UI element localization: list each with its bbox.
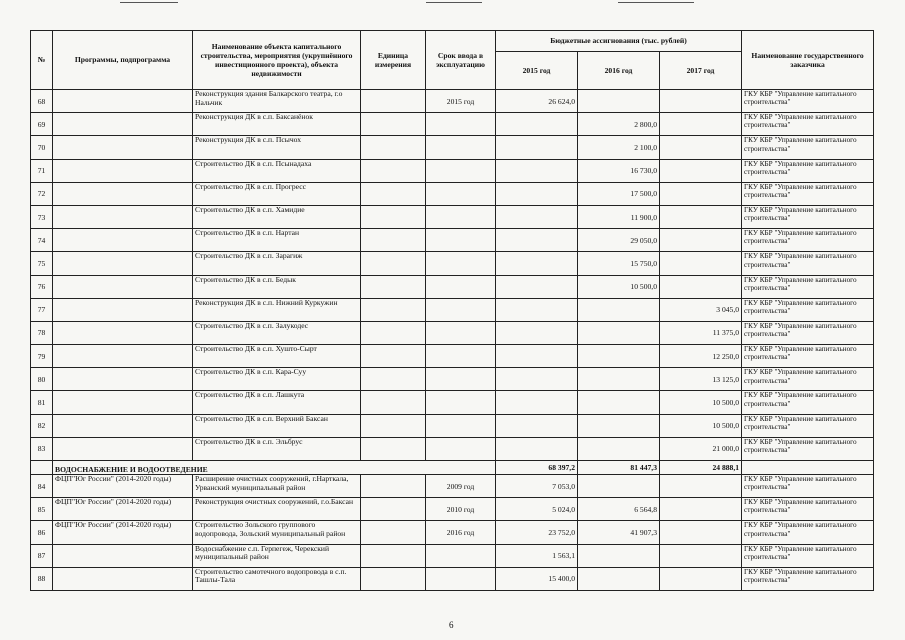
- unit-cell: [361, 182, 426, 205]
- value-2015: [496, 205, 578, 228]
- table-row: [31, 205, 874, 228]
- program-cell: [53, 321, 193, 344]
- row-number: 68: [31, 90, 53, 113]
- program-cell: [53, 544, 193, 567]
- section-row: [31, 461, 874, 475]
- customer-cell: ГКУ КБР "Управление капитального строительства": [742, 475, 874, 498]
- program-cell: ФЦП"Юг России" (2014-2020 годы): [53, 498, 193, 521]
- table-row: [31, 159, 874, 182]
- value-2015: [496, 437, 578, 460]
- value-2017: [660, 521, 742, 544]
- program-cell: [53, 90, 193, 113]
- customer-cell: ГКУ КБР "Управление капитального строительства": [742, 391, 874, 414]
- customer-cell: ГКУ КБР "Управление капитального строительства": [742, 90, 874, 113]
- value-2017: 13 125,0: [660, 368, 742, 391]
- term-cell: 2010 год: [426, 498, 496, 521]
- section-num: [31, 461, 53, 475]
- header-term: Срок ввода в эксплуатацию: [426, 31, 496, 90]
- customer-cell: ГКУ КБР "Управление капитального строительства": [742, 414, 874, 437]
- row-number: 83: [31, 437, 53, 460]
- section-title: ВОДОСНАБЖЕНИЕ И ВОДООТВЕДЕНИЕ: [53, 461, 496, 475]
- value-2017: [660, 567, 742, 590]
- value-2017: [660, 113, 742, 136]
- row-number: 76: [31, 275, 53, 298]
- value-2015: 1 563,1: [496, 544, 578, 567]
- customer-cell: ГКУ КБР "Управление капитального строительства": [742, 437, 874, 460]
- row-number: 79: [31, 345, 53, 368]
- customer-cell: ГКУ КБР "Управление капитального строительства": [742, 368, 874, 391]
- row-number: 86: [31, 521, 53, 544]
- object-cell: Строительство ДК в с.п. Бедык: [193, 275, 361, 298]
- customer-cell: ГКУ КБР "Управление капитального строительства": [742, 113, 874, 136]
- program-cell: [53, 298, 193, 321]
- object-cell: Реконструкция здания Балкарского театра, г.о Нальчик: [193, 90, 361, 113]
- customer-cell: ГКУ КБР "Управление капитального строительства": [742, 182, 874, 205]
- unit-cell: [361, 345, 426, 368]
- value-2017: [660, 475, 742, 498]
- object-cell: Строительство ДК в с.п. Нартан: [193, 229, 361, 252]
- term-cell: [426, 182, 496, 205]
- term-cell: [426, 544, 496, 567]
- value-2015: [496, 414, 578, 437]
- row-number: 84: [31, 475, 53, 498]
- row-number: 82: [31, 414, 53, 437]
- table-row: [31, 229, 874, 252]
- value-2015: 7 053,0: [496, 475, 578, 498]
- object-cell: Строительство ДК в с.п. Псынадаха: [193, 159, 361, 182]
- value-2015: [496, 275, 578, 298]
- value-2017: [660, 136, 742, 159]
- program-cell: [53, 159, 193, 182]
- object-cell: Строительство ДК в с.п. Прогресс: [193, 182, 361, 205]
- term-cell: [426, 252, 496, 275]
- page-number: 6: [449, 620, 454, 630]
- unit-cell: [361, 391, 426, 414]
- object-cell: Строительство ДК в с.п. Лашкута: [193, 391, 361, 414]
- table-row: [31, 521, 874, 544]
- object-cell: Строительство Зольского группового водопровода, Зольский муниципальный район: [193, 521, 361, 544]
- program-cell: [53, 567, 193, 590]
- value-2016: 15 750,0: [578, 252, 660, 275]
- term-cell: [426, 321, 496, 344]
- table-row: [31, 182, 874, 205]
- unit-cell: [361, 567, 426, 590]
- row-number: 74: [31, 229, 53, 252]
- value-2015: [496, 391, 578, 414]
- table-row: [31, 136, 874, 159]
- value-2015: [496, 298, 578, 321]
- customer-cell: ГКУ КБР "Управление капитального строительства": [742, 521, 874, 544]
- object-cell: Реконструкция ДК в с.п. Бaксанёнок: [193, 113, 361, 136]
- table-row: [31, 275, 874, 298]
- row-number: 71: [31, 159, 53, 182]
- section-customer: [742, 461, 874, 475]
- value-2015: [496, 321, 578, 344]
- header-2015: 2015 год: [496, 52, 578, 90]
- value-2017: 10 500,0: [660, 414, 742, 437]
- unit-cell: [361, 544, 426, 567]
- term-cell: [426, 298, 496, 321]
- row-number: 72: [31, 182, 53, 205]
- value-2015: 5 024,0: [496, 498, 578, 521]
- table-row: [31, 544, 874, 567]
- table-row: [31, 475, 874, 498]
- program-cell: [53, 437, 193, 460]
- value-2016: 2 800,0: [578, 113, 660, 136]
- term-cell: [426, 391, 496, 414]
- value-2016: [578, 414, 660, 437]
- unit-cell: [361, 113, 426, 136]
- term-cell: [426, 345, 496, 368]
- program-cell: ФЦП"Юг России" (2014-2020 годы): [53, 475, 193, 498]
- unit-cell: [361, 275, 426, 298]
- customer-cell: ГКУ КБР "Управление капитального строительства": [742, 544, 874, 567]
- term-cell: [426, 275, 496, 298]
- term-cell: [426, 229, 496, 252]
- unit-cell: [361, 136, 426, 159]
- value-2016: 16 730,0: [578, 159, 660, 182]
- program-cell: [53, 275, 193, 298]
- value-2017: [660, 90, 742, 113]
- object-cell: Строительство ДК в с.п. Эльбрус: [193, 437, 361, 460]
- unit-cell: [361, 498, 426, 521]
- unit-cell: [361, 521, 426, 544]
- row-number: 85: [31, 498, 53, 521]
- unit-cell: [361, 252, 426, 275]
- header-program: Программы, подпрограмма: [53, 31, 193, 90]
- unit-cell: [361, 475, 426, 498]
- term-cell: [426, 368, 496, 391]
- value-2015: [496, 345, 578, 368]
- value-2016: [578, 475, 660, 498]
- unit-cell: [361, 414, 426, 437]
- object-cell: Реконструкция очистных сооружений, г.о.Баксан: [193, 498, 361, 521]
- customer-cell: ГКУ КБР "Управление капитального строительства": [742, 205, 874, 228]
- term-cell: [426, 136, 496, 159]
- table-row: [31, 498, 874, 521]
- row-number: 87: [31, 544, 53, 567]
- table-row: [31, 368, 874, 391]
- object-cell: Строительство ДК в с.п. Верхний Баксан: [193, 414, 361, 437]
- object-cell: Расширение очистных сооружений, г.Нарткала, Урванский муниципальный район: [193, 475, 361, 498]
- term-cell: [426, 113, 496, 136]
- row-number: 80: [31, 368, 53, 391]
- term-cell: [426, 567, 496, 590]
- term-cell: 2016 год: [426, 521, 496, 544]
- value-2015: 26 624,0: [496, 90, 578, 113]
- unit-cell: [361, 159, 426, 182]
- header-2017: 2017 год: [660, 52, 742, 90]
- object-cell: Строительство ДК в с.п. Залукодес: [193, 321, 361, 344]
- value-2015: [496, 113, 578, 136]
- value-2017: 10 500,0: [660, 391, 742, 414]
- value-2015: [496, 368, 578, 391]
- value-2016: 17 500,0: [578, 182, 660, 205]
- section-total-2015: 68 397,2: [496, 461, 578, 475]
- row-number: 75: [31, 252, 53, 275]
- value-2015: 23 752,0: [496, 521, 578, 544]
- value-2017: [660, 252, 742, 275]
- value-2017: [660, 498, 742, 521]
- program-cell: [53, 229, 193, 252]
- value-2017: 21 000,0: [660, 437, 742, 460]
- value-2015: [496, 182, 578, 205]
- customer-cell: ГКУ КБР "Управление капитального строительства": [742, 229, 874, 252]
- value-2017: [660, 229, 742, 252]
- header-num: №: [31, 31, 53, 90]
- term-cell: [426, 414, 496, 437]
- table-row: [31, 321, 874, 344]
- object-cell: Реконструкция ДК в с.п. Нижний Куркужин: [193, 298, 361, 321]
- value-2016: 11 900,0: [578, 205, 660, 228]
- row-number: 70: [31, 136, 53, 159]
- object-cell: Водоснабжение с.п. Герпегеж, Черекский муниципальный район: [193, 544, 361, 567]
- term-cell: [426, 205, 496, 228]
- value-2016: 10 500,0: [578, 275, 660, 298]
- section-total-2017: 24 888,1: [660, 461, 742, 475]
- header-customer: Наименование государственного заказчика: [742, 31, 874, 90]
- value-2015: [496, 252, 578, 275]
- value-2016: [578, 368, 660, 391]
- value-2016: [578, 391, 660, 414]
- term-cell: 2009 год: [426, 475, 496, 498]
- value-2016: 41 907,3: [578, 521, 660, 544]
- header-2016: 2016 год: [578, 52, 660, 90]
- customer-cell: ГКУ КБР "Управление капитального строительства": [742, 298, 874, 321]
- program-cell: [53, 345, 193, 368]
- value-2016: [578, 437, 660, 460]
- value-2016: [578, 567, 660, 590]
- term-cell: [426, 159, 496, 182]
- unit-cell: [361, 298, 426, 321]
- object-cell: Реконструкция ДК в с.п. Псычох: [193, 136, 361, 159]
- unit-cell: [361, 368, 426, 391]
- value-2017: [660, 275, 742, 298]
- section-total-2016: 81 447,3: [578, 461, 660, 475]
- program-cell: [53, 136, 193, 159]
- row-number: 88: [31, 567, 53, 590]
- row-number: 77: [31, 298, 53, 321]
- customer-cell: ГКУ КБР "Управление капитального строительства": [742, 345, 874, 368]
- customer-cell: ГКУ КБР "Управление капитального строительства": [742, 136, 874, 159]
- program-cell: [53, 368, 193, 391]
- value-2017: 11 375,0: [660, 321, 742, 344]
- table-row: [31, 298, 874, 321]
- table-row: [31, 113, 874, 136]
- value-2015: [496, 136, 578, 159]
- program-cell: [53, 182, 193, 205]
- unit-cell: [361, 229, 426, 252]
- value-2016: [578, 544, 660, 567]
- value-2015: [496, 159, 578, 182]
- value-2017: [660, 544, 742, 567]
- header-object: Наименование объекта капитального строительства, мероприятия (укрупнённого инвестиционного проекта), объекта недвижимости: [193, 31, 361, 90]
- program-cell: [53, 113, 193, 136]
- object-cell: Строительство ДК в с.п. Хушто-Сырт: [193, 345, 361, 368]
- row-number: 73: [31, 205, 53, 228]
- program-cell: [53, 391, 193, 414]
- value-2016: [578, 90, 660, 113]
- object-cell: Строительство ДК в с.п. Зарагиж: [193, 252, 361, 275]
- value-2017: [660, 205, 742, 228]
- row-number: 69: [31, 113, 53, 136]
- program-cell: [53, 252, 193, 275]
- program-cell: [53, 205, 193, 228]
- table-row: [31, 252, 874, 275]
- customer-cell: ГКУ КБР "Управление капитального строительства": [742, 321, 874, 344]
- program-cell: [53, 414, 193, 437]
- value-2015: [496, 229, 578, 252]
- customer-cell: ГКУ КБР "Управление капитального строительства": [742, 275, 874, 298]
- customer-cell: ГКУ КБР "Управление капитального строительства": [742, 567, 874, 590]
- value-2015: 15 400,0: [496, 567, 578, 590]
- value-2017: [660, 159, 742, 182]
- table-row: [31, 437, 874, 460]
- object-cell: Строительство ДК в с.п. Кара-Суу: [193, 368, 361, 391]
- row-number: 81: [31, 391, 53, 414]
- value-2017: 3 045,0: [660, 298, 742, 321]
- header-unit: Единица измерения: [361, 31, 426, 90]
- unit-cell: [361, 90, 426, 113]
- unit-cell: [361, 205, 426, 228]
- table-row: [31, 414, 874, 437]
- customer-cell: ГКУ КБР "Управление капитального строительства": [742, 159, 874, 182]
- object-cell: Строительство самотечного водопровода в с.п. Ташлы-Тала: [193, 567, 361, 590]
- table-row: [31, 345, 874, 368]
- customer-cell: ГКУ КБР "Управление капитального строительства": [742, 252, 874, 275]
- budget-table: [30, 30, 874, 591]
- value-2016: 29 050,0: [578, 229, 660, 252]
- value-2016: 6 564,8: [578, 498, 660, 521]
- table-body: [31, 90, 874, 591]
- unit-cell: [361, 437, 426, 460]
- table-row: [31, 90, 874, 113]
- customer-cell: ГКУ КБР "Управление капитального строительства": [742, 498, 874, 521]
- value-2017: 12 250,0: [660, 345, 742, 368]
- row-number: 78: [31, 321, 53, 344]
- value-2017: [660, 182, 742, 205]
- object-cell: Строительство ДК в с.п. Хамидие: [193, 205, 361, 228]
- value-2016: [578, 321, 660, 344]
- value-2016: [578, 298, 660, 321]
- table-row: [31, 391, 874, 414]
- header-budget: Бюджетные ассигнования (тыс. рублей): [496, 31, 742, 52]
- value-2016: [578, 345, 660, 368]
- term-cell: 2015 год: [426, 90, 496, 113]
- value-2016: 2 100,0: [578, 136, 660, 159]
- term-cell: [426, 437, 496, 460]
- table-row: [31, 567, 874, 590]
- unit-cell: [361, 321, 426, 344]
- program-cell: ФЦП"Юг России" (2014-2020 годы): [53, 521, 193, 544]
